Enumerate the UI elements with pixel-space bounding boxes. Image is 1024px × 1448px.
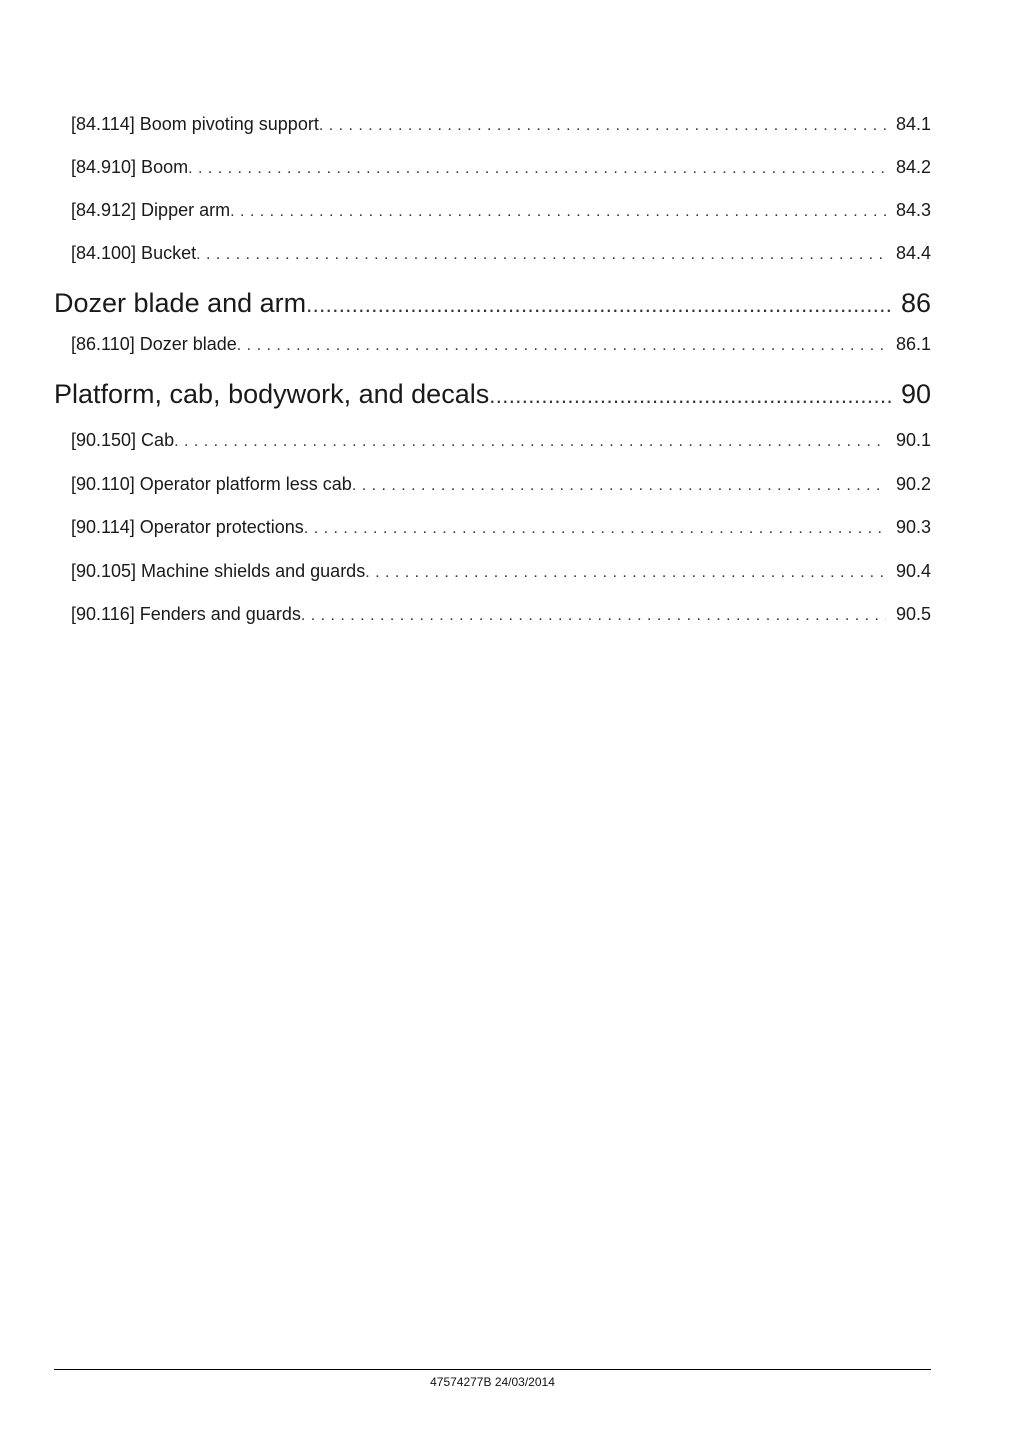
toc-entry-page: 86.1 (895, 334, 931, 354)
dot-leader (319, 114, 886, 136)
toc-chapter-dozer-blade-and-arm[interactable] (54, 285, 931, 321)
toc-entry-fenders-and-guards[interactable] (71, 602, 931, 626)
dot-leader (352, 474, 886, 496)
toc-entry-cab[interactable] (71, 428, 931, 452)
toc-entry-page: 90.5 (895, 604, 931, 624)
dot-leader (196, 243, 886, 265)
toc-entry-label: [90.110] Operator platform less cab (71, 474, 352, 494)
toc-entry-label: [86.110] Dozer blade (71, 334, 237, 354)
toc-entry-page: 90.1 (895, 430, 931, 450)
toc-entry-page: 90.2 (895, 474, 931, 494)
dot-leader (237, 334, 886, 356)
toc-entry-label: [90.150] Cab (71, 430, 175, 450)
dot-leader (188, 157, 886, 179)
toc-entry-dozer-blade[interactable] (71, 332, 931, 356)
dot-leader (365, 561, 886, 583)
toc-entry-dipper-arm[interactable] (71, 198, 931, 222)
toc-entry-label: [90.114] Operator protections (71, 517, 304, 537)
dot-leader (489, 378, 891, 412)
toc-entry-label: [84.100] Bucket (71, 243, 197, 263)
toc-entry-page: 84.4 (895, 243, 931, 263)
toc-entry-operator-protections[interactable] (71, 515, 931, 539)
toc-entry-page: 84.3 (895, 200, 931, 220)
toc-entry-label: [90.105] Machine shields and guards (71, 561, 366, 581)
toc-chapter-label: Platform, cab, bodywork, and decals (54, 379, 490, 409)
toc-chapter-platform-cab-bodywork-decals[interactable] (54, 376, 931, 412)
dot-leader (304, 517, 886, 539)
footer-doc-reference: 47574277B 24/03/2014 (430, 1375, 555, 1389)
toc-entry-label: [90.116] Fenders and guards (71, 604, 301, 624)
toc-entry-label: [84.910] Boom (71, 157, 189, 177)
dot-leader (174, 430, 886, 452)
toc-entry-bucket[interactable] (71, 241, 931, 265)
toc-entry-page: 90.3 (895, 517, 931, 537)
toc-chapter-page: 86 (900, 288, 931, 318)
toc-entry-label: [84.912] Dipper arm (71, 200, 231, 220)
dot-leader (301, 604, 886, 626)
toc-entry-page: 84.1 (895, 114, 931, 134)
toc-entry-page: 84.2 (895, 157, 931, 177)
toc-entry-page: 90.4 (895, 561, 931, 581)
toc-chapter-label: Dozer blade and arm (54, 288, 307, 318)
footer-divider (54, 1369, 931, 1370)
toc-entry-boom-pivoting-support[interactable] (71, 112, 931, 136)
toc-entry-boom[interactable] (71, 155, 931, 179)
toc-entry-operator-platform-less-cab[interactable] (71, 472, 931, 496)
toc-entry-machine-shields-and-guards[interactable] (71, 559, 931, 583)
toc-entry-label: [84.114] Boom pivoting support (71, 114, 319, 134)
dot-leader (230, 200, 886, 222)
dot-leader (306, 287, 891, 321)
toc-chapter-page: 90 (900, 379, 931, 409)
